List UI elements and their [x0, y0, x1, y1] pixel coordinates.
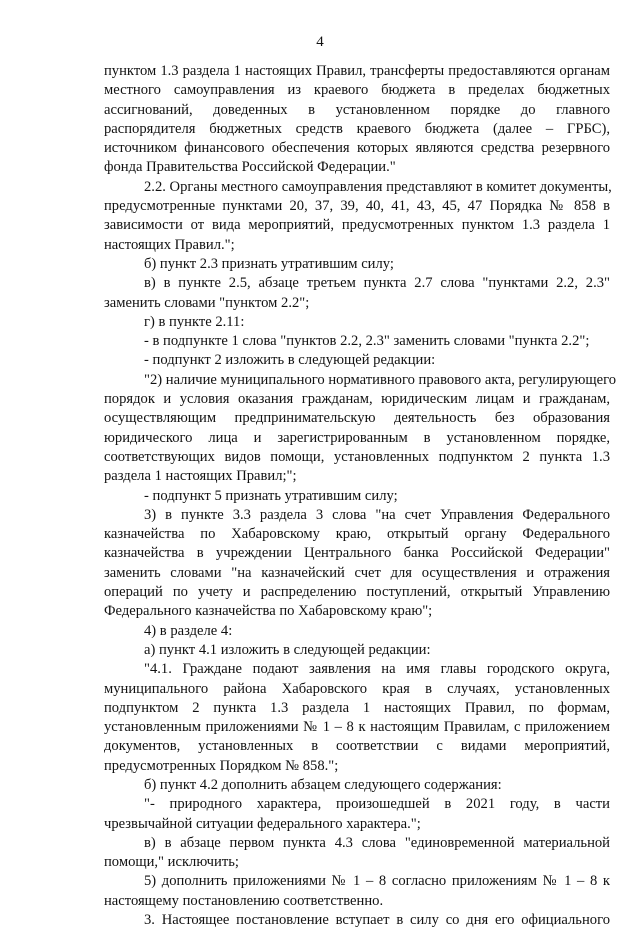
text-line: помощи," исключить; [104, 854, 239, 871]
text-line: 4) в разделе 4: [144, 622, 233, 639]
text-line: "2) наличие муниципального нормативного правового акта, регулирующего [144, 371, 616, 388]
text-line: "- природного характера, произошедшей в 2021 году, в части [144, 796, 610, 813]
text-line: порядок и условия оказания гражданам, юридическим лицам и гражданам, [104, 391, 610, 408]
text-line: ассигнований, доведенных в установленном порядке до главного [104, 101, 610, 118]
text-line: соответствующих видов помощи, установленных подпунктом 2 пункта 1.3 [104, 448, 610, 465]
text-line: раздела 1 настоящих Правил;"; [104, 468, 297, 485]
text-line: зависимости от вида мероприятий, предусмотренных пунктом 1.3 раздела 1 [104, 217, 610, 234]
text-line: в) в пункте 2.5, абзаце третьем пункта 2.7 слова "пунктами 2.2, 2.3" [144, 275, 610, 292]
text-line: 5) дополнить приложениями № 1 – 8 согласно приложениям № 1 – 8 к [144, 873, 610, 890]
text-line: б) пункт 2.3 признать утратившим силу; [144, 255, 394, 272]
text-line: источником финансового обеспечения которых являются средства резервного [104, 140, 610, 157]
text-line: операций по учету и распределению поступлений, открытый Управлению [104, 584, 610, 601]
text-line: а) пункт 4.1 изложить в следующей редакции: [144, 641, 431, 658]
text-line: распорядителя бюджетных средств краевого бюджета (далее – ГРБС), [104, 120, 610, 137]
document-body [104, 62, 616, 930]
text-line: 3) в пункте 3.3 раздела 3 слова "на счет Управления Федерального [144, 506, 610, 523]
text-line: в) в абзаце первом пункта 4.3 слова "единовременной материальной [144, 834, 610, 851]
text-line: Федерального казначейства по Хабаровскому краю"; [104, 603, 433, 620]
text-line: настоящему постановлению соответственно. [104, 892, 384, 909]
text-line: г) в пункте 2.11: [144, 313, 245, 330]
text-line: осуществляющим предпринимательскую деятельность без образования [104, 410, 610, 427]
text-line: документов, установленных в соответствии с видами мероприятий, [104, 738, 610, 755]
text-line: установленным приложениями № 1 – 8 к настоящим Правилам, с приложением [104, 719, 610, 736]
text-line: фонда Правительства Российской Федерации." [104, 159, 396, 176]
text-line: предусмотренные пунктами 20, 37, 39, 40, 41, 43, 45, 47 Порядка № 858 в [104, 198, 610, 215]
text-line: муниципального района Хабаровского края в случаях, установленных [104, 680, 610, 697]
text-line: - подпункт 5 признать утратившим силу; [144, 487, 398, 504]
text-line: заменить словами "на казначейский счет для осуществления и отражения [104, 564, 610, 581]
text-line: казначейства в учреждении Центрального банка Российской Федерации" [104, 545, 610, 562]
text-line: чрезвычайной ситуации федерального характера."; [104, 815, 421, 832]
text-line: "4.1. Граждане подают заявления на имя главы городского округа, [144, 661, 610, 678]
text-line: б) пункт 4.2 дополнить абзацем следующего содержания: [144, 776, 502, 793]
text-line: 2.2. Органы местного самоуправления представляют в комитет документы, [144, 178, 612, 195]
text-line: настоящих Правил."; [104, 236, 235, 253]
text-line: - в подпункте 1 слова "пунктов 2.2, 2.3" заменить словами "пункта 2.2"; [144, 333, 590, 350]
text-line: заменить словами "пунктом 2.2"; [104, 294, 310, 311]
text-line: казначейства по Хабаровскому краю, открытый органу Федерального [104, 526, 610, 543]
text-line: пунктом 1.3 раздела 1 настоящих Правил, трансферты предоставляются органам [104, 63, 610, 79]
text-line: 3. Настоящее постановление вступает в силу со дня его официального [144, 912, 610, 929]
text-line: местного самоуправления из краевого бюджета в пределах бюджетных [104, 82, 610, 99]
text-line: предусмотренных Порядком № 858."; [104, 757, 339, 774]
text-line: подпунктом 2 пункта 1.3 раздела 1 настоящих Правил, по формам, [104, 699, 610, 716]
text-line: юридического лица и зарегистрированным в установленном порядке, [104, 429, 610, 446]
text-line: - подпункт 2 изложить в следующей редакции: [144, 352, 436, 369]
page-number: 4 [316, 34, 324, 50]
